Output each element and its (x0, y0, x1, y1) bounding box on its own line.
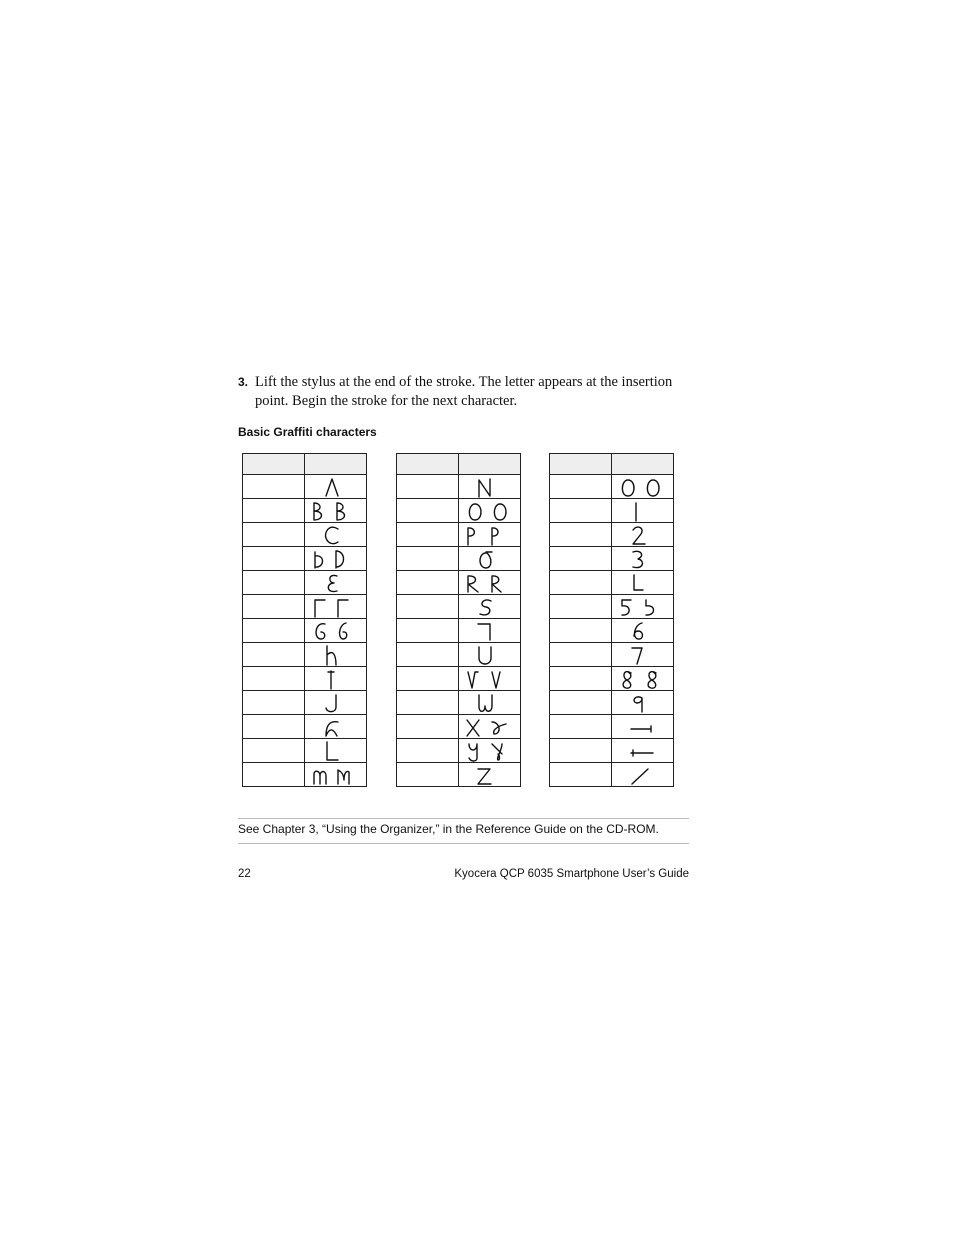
stroke-cell (612, 595, 674, 619)
character-cell (397, 739, 459, 763)
stroke-path (314, 771, 326, 784)
table-row (550, 523, 674, 547)
table-row (550, 475, 674, 499)
stroke-path (634, 696, 642, 711)
note-bottom-rule (238, 843, 689, 844)
table-row (550, 763, 674, 787)
graffiti-stroke-i (322, 668, 350, 690)
graffiti-stroke-o (465, 500, 515, 522)
graffiti-stroke-y (465, 740, 515, 762)
graffiti-stroke-j (322, 692, 350, 714)
stroke-cell (459, 619, 521, 643)
stroke-path (478, 624, 490, 640)
character-cell (550, 763, 612, 787)
stroke-path (325, 527, 338, 543)
graffiti-stroke-period (629, 764, 657, 786)
character-cell (243, 547, 305, 571)
graffiti-stroke-6 (629, 620, 657, 642)
table-row (397, 691, 521, 715)
graffiti-stroke-x (465, 716, 515, 738)
character-cell (397, 499, 459, 523)
table-header-row (397, 454, 521, 475)
stroke-path (631, 750, 653, 756)
stroke-path (632, 769, 648, 784)
graffiti-stroke-a (322, 476, 350, 498)
graffiti-stroke-backspace (629, 740, 657, 762)
stroke-path (467, 720, 479, 736)
graffiti-stroke-q (476, 548, 504, 570)
stroke-cell (459, 763, 521, 787)
header-cell (243, 454, 305, 475)
graffiti-stroke-u (476, 644, 504, 666)
stroke-cell (459, 715, 521, 739)
table-row (397, 739, 521, 763)
graffiti-stroke-c (322, 524, 350, 546)
stroke-path (479, 695, 492, 711)
stroke-cell (305, 499, 367, 523)
stroke-cell (305, 571, 367, 595)
table-caption: Basic Graffiti characters (238, 425, 377, 439)
character-cell (550, 571, 612, 595)
graffiti-stroke-g (311, 620, 361, 642)
reference-note: See Chapter 3, “Using the Organizer,” in the Reference Guide on the CD-ROM. (238, 822, 659, 836)
character-cell (397, 715, 459, 739)
character-cell (550, 499, 612, 523)
graffiti-stroke-7 (629, 644, 657, 666)
stroke-cell (305, 667, 367, 691)
table-row (243, 523, 367, 547)
table-row (397, 571, 521, 595)
header-cell (305, 454, 367, 475)
table-row (243, 667, 367, 691)
page-number: 22 (238, 868, 251, 880)
stroke-path (622, 600, 631, 615)
character-cell (397, 595, 459, 619)
stroke-cell (305, 547, 367, 571)
character-cell (243, 499, 305, 523)
character-cell (397, 763, 459, 787)
stroke-path (338, 600, 348, 617)
table-row (243, 595, 367, 619)
stroke-path (468, 575, 478, 591)
stroke-path (316, 623, 325, 638)
stroke-cell (612, 691, 674, 715)
stroke-path (327, 646, 336, 665)
character-cell (397, 667, 459, 691)
stroke-cell (305, 475, 367, 499)
character-cell (397, 475, 459, 499)
table-row (397, 499, 521, 523)
table-row (397, 547, 521, 571)
character-cell (243, 715, 305, 739)
stroke-cell (612, 643, 674, 667)
graffiti-stroke-v (465, 668, 515, 690)
graffiti-table-n-z (396, 453, 521, 787)
table-row (550, 667, 674, 691)
stroke-cell (305, 691, 367, 715)
character-cell (550, 667, 612, 691)
character-cell (550, 715, 612, 739)
stroke-path (468, 672, 478, 688)
character-cell (243, 523, 305, 547)
stroke-cell (305, 643, 367, 667)
stroke-path (623, 671, 631, 688)
table-row (550, 499, 674, 523)
stroke-path (315, 600, 325, 617)
stroke-cell (612, 739, 674, 763)
stroke-cell (612, 715, 674, 739)
stroke-path (634, 623, 643, 639)
stroke-path (633, 527, 645, 544)
step-instruction (238, 373, 698, 411)
table-row (550, 619, 674, 643)
stroke-path (326, 721, 338, 735)
graffiti-stroke-9 (629, 692, 657, 714)
stroke-path (479, 479, 490, 497)
character-cell (550, 619, 612, 643)
stroke-cell (612, 547, 674, 571)
header-cell (550, 454, 612, 475)
character-cell (550, 643, 612, 667)
graffiti-stroke-space (629, 716, 657, 738)
stroke-path (492, 722, 506, 734)
stroke-cell (305, 523, 367, 547)
stroke-path (468, 527, 474, 544)
note-top-rule (238, 818, 689, 819)
graffiti-stroke-m (311, 764, 361, 786)
graffiti-stroke-f (311, 596, 361, 618)
stroke-cell (612, 475, 674, 499)
graffiti-stroke-l (322, 740, 350, 762)
stroke-path (492, 672, 500, 688)
stroke-path (480, 599, 491, 614)
stroke-path (622, 480, 634, 496)
stroke-path (492, 744, 502, 760)
table-header-row (243, 454, 367, 475)
graffiti-stroke-2 (629, 524, 657, 546)
graffiti-stroke-r (465, 572, 515, 594)
table-row (550, 715, 674, 739)
character-cell (243, 475, 305, 499)
graffiti-stroke-n (476, 476, 504, 498)
stroke-path (315, 552, 323, 568)
stroke-path (492, 527, 498, 544)
character-cell (243, 667, 305, 691)
table-row (550, 643, 674, 667)
table-row (397, 715, 521, 739)
stroke-path (492, 575, 501, 591)
graffiti-stroke-h (322, 644, 350, 666)
table-row (550, 739, 674, 763)
stroke-path (326, 695, 336, 712)
stroke-cell (305, 739, 367, 763)
stroke-path (328, 575, 337, 591)
graffiti-stroke-k (322, 716, 350, 738)
stroke-cell (459, 643, 521, 667)
stroke-path (314, 503, 322, 520)
character-cell (243, 619, 305, 643)
stroke-path (327, 742, 338, 760)
table-row (397, 523, 521, 547)
stroke-cell (305, 595, 367, 619)
stroke-path (633, 551, 642, 567)
graffiti-stroke-0 (618, 476, 668, 498)
table-row (397, 475, 521, 499)
graffiti-stroke-8 (618, 668, 668, 690)
stroke-path (339, 623, 346, 639)
stroke-path (336, 551, 344, 568)
character-cell (550, 739, 612, 763)
graffiti-stroke-1 (629, 500, 657, 522)
stroke-cell (612, 619, 674, 643)
stroke-cell (459, 547, 521, 571)
character-cell (397, 619, 459, 643)
stroke-cell (612, 667, 674, 691)
stroke-path (634, 575, 643, 590)
table-row (243, 763, 367, 787)
stroke-cell (459, 571, 521, 595)
graffiti-table-digits (549, 453, 674, 787)
table-row (243, 691, 367, 715)
character-cell (550, 595, 612, 619)
stroke-path (480, 552, 492, 568)
stroke-cell (305, 619, 367, 643)
character-cell (397, 547, 459, 571)
header-cell (612, 454, 674, 475)
stroke-path (632, 648, 642, 664)
stroke-path (648, 671, 656, 688)
table-row (243, 739, 367, 763)
table-row (243, 643, 367, 667)
stroke-cell (612, 571, 674, 595)
graffiti-stroke-5 (618, 596, 668, 618)
graffiti-stroke-w (476, 692, 504, 714)
table-row (243, 499, 367, 523)
graffiti-stroke-p (465, 524, 515, 546)
stroke-cell (459, 475, 521, 499)
stroke-path (646, 600, 654, 615)
graffiti-stroke-b (311, 500, 361, 522)
character-cell (243, 595, 305, 619)
table-row (397, 643, 521, 667)
stroke-path (631, 726, 651, 732)
stroke-cell (459, 499, 521, 523)
stroke-cell (612, 523, 674, 547)
guide-title: Kyocera QCP 6035 Smartphone User’s Guide (454, 868, 689, 880)
character-cell (550, 475, 612, 499)
character-cell (397, 571, 459, 595)
stroke-path (337, 503, 345, 520)
stroke-path (328, 671, 334, 689)
step-text: Lift the stylus at the end of the stroke. The letter appears at the insertion point. Begin the stroke for the next character. (255, 374, 673, 409)
table-row (397, 667, 521, 691)
stroke-cell (459, 523, 521, 547)
stroke-cell (459, 691, 521, 715)
graffiti-stroke-z (476, 764, 504, 786)
character-cell (550, 691, 612, 715)
table-row (397, 763, 521, 787)
graffiti-stroke-4 (629, 572, 657, 594)
table-row (550, 571, 674, 595)
table-row (243, 571, 367, 595)
stroke-path (326, 479, 338, 496)
character-cell (243, 739, 305, 763)
header-cell (459, 454, 521, 475)
table-row (243, 715, 367, 739)
stroke-cell (305, 763, 367, 787)
stroke-path (338, 770, 349, 784)
table-row (550, 547, 674, 571)
graffiti-stroke-d (311, 548, 361, 570)
stroke-cell (459, 667, 521, 691)
stroke-path (479, 647, 491, 664)
stroke-cell (305, 715, 367, 739)
character-cell (243, 571, 305, 595)
graffiti-stroke-t (476, 620, 504, 642)
character-cell (397, 691, 459, 715)
stroke-cell (612, 499, 674, 523)
character-cell (550, 523, 612, 547)
table-row (243, 619, 367, 643)
header-cell (397, 454, 459, 475)
table-header-row (550, 454, 674, 475)
graffiti-stroke-s (476, 596, 504, 618)
character-cell (243, 691, 305, 715)
graffiti-stroke-3 (629, 548, 657, 570)
graffiti-stroke-e (322, 572, 350, 594)
table-row (550, 691, 674, 715)
character-cell (243, 643, 305, 667)
stroke-cell (459, 739, 521, 763)
stroke-path (469, 744, 477, 761)
table-row (243, 475, 367, 499)
character-cell (243, 763, 305, 787)
stroke-cell (612, 763, 674, 787)
stroke-path (469, 504, 481, 520)
stroke-path (647, 480, 659, 496)
graffiti-table-a-m (242, 453, 367, 787)
table-row (550, 595, 674, 619)
stroke-path (478, 769, 491, 784)
character-cell (397, 643, 459, 667)
character-cell (397, 523, 459, 547)
table-row (397, 619, 521, 643)
table-row (397, 595, 521, 619)
table-row (243, 547, 367, 571)
step-number: 3. (238, 375, 249, 389)
stroke-cell (459, 595, 521, 619)
character-cell (550, 547, 612, 571)
stroke-path (494, 504, 506, 520)
